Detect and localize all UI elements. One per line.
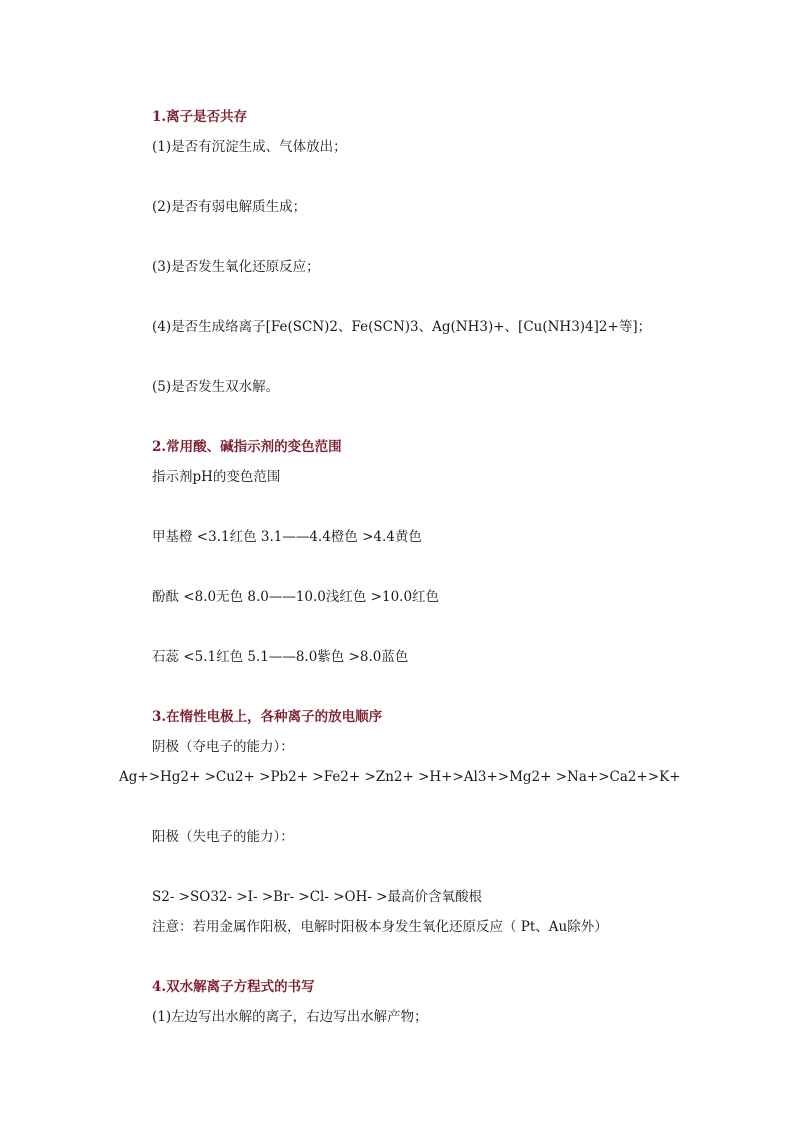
section-1-item-1: (1)是否有沉淀生成、气体放出； [152,139,347,155]
cathode-label: 阴极（夺电子的能力）： [152,739,294,755]
indicator-phenolphthalein: 酚酞 <8.0无色 8.0——10.0浅红色 >10.0红色 [152,589,440,605]
section-1-heading: 1.离子是否共存 [152,109,248,125]
section-1-item-5: (5)是否发生双水解。 [152,379,280,395]
indicator-methyl-orange: 甲基橙 <3.1红色 3.1——4.4橙色 >4.4黄色 [152,529,422,545]
electrolysis-note: 注意：若用金属作阳极，电解时阳极本身发生氧化还原反应（ Pt、Au除外） [152,919,608,935]
section-1-item-4: (4)是否生成络离子[Fe(SCN)2、Fe(SCN)3、Ag(NH3)+、[Cu(NH3)4]2+等]； [152,319,652,335]
section-4-heading: 4.双水解离子方程式的书写 [152,979,315,995]
anode-order: S2- >SO32- >I- >Br- >Cl- >OH- >最高价含氧酸根 [152,889,483,905]
section-1-item-2: (2)是否有弱电解质生成； [152,199,307,215]
indicator-litmus: 石蕊 <5.1红色 5.1——8.0紫色 >8.0蓝色 [152,649,409,665]
cathode-order: Ag+>Hg2+ >Cu2+ >Pb2+ >Fe2+ >Zn2+ >H+>Al3+>Mg2+ >Na+>Ca2+>K+ [119,769,681,785]
section-1-item-3: (3)是否发生氧化还原反应； [152,259,320,275]
section-3-heading: 3.在惰性电极上，各种离子的放电顺序 [152,709,383,725]
anode-label: 阳极（失电子的能力）： [152,829,294,845]
section-4-item-1: (1)左边写出水解的离子，右边写出水解产物； [152,1009,428,1025]
section-2-heading: 2.常用酸、碱指示剂的变色范围 [152,439,342,455]
section-2-intro: 指示剂pH的变色范围 [152,469,281,485]
